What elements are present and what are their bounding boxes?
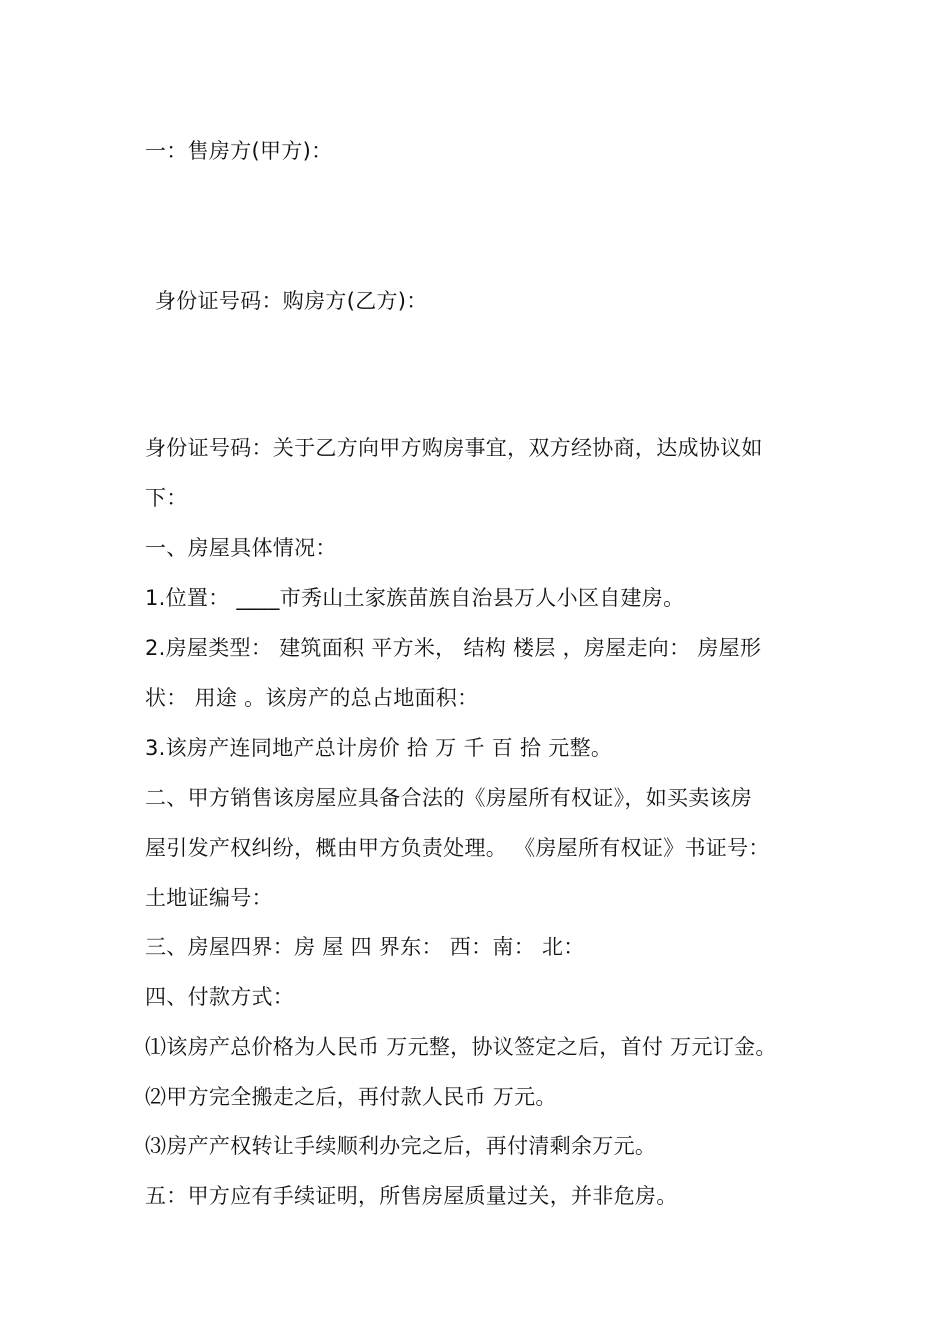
house-type-line: 2.房屋类型： 建筑面积 平方米， 结构 楼层 ，房屋走向： 房屋形 xyxy=(145,636,762,660)
section-two-continuation: 屋引发产权纠纷，概由甲方负责处理。 《房屋所有权证》书证号： xyxy=(145,836,770,860)
section-three-line: 三、房屋四界：房 屋 四 界东： 西：南： 北： xyxy=(145,935,585,959)
section-two-line: 二、甲方销售该房屋应具备合法的《房屋所有权证》，如买卖该房 xyxy=(145,786,753,810)
seller-id-buyer-heading: 身份证号码：购房方(乙方)： xyxy=(155,289,428,313)
payment-item-1: ⑴该房产总价格为人民币 万元整，协议签定之后，首付 万元订金。 xyxy=(145,1035,777,1059)
payment-item-2: ⑵甲方完全搬走之后，再付款人民币 万元。 xyxy=(145,1085,557,1109)
land-certificate-line: 土地证编号： xyxy=(145,886,273,910)
seller-heading: 一：售房方(甲方)： xyxy=(145,139,333,163)
section-five-line: 五：甲方应有手续证明，所售房屋质量过关，并非危房。 xyxy=(145,1184,678,1208)
payment-item-3: ⑶房产产权转让手续顺利办完之后，再付清剩余万元。 xyxy=(145,1134,657,1158)
section-one-heading: 一、房屋具体情况： xyxy=(145,536,337,560)
location-line: 1.位置： ____市秀山土家族苗族自治县万人小区自建房。 xyxy=(145,586,685,610)
section-four-heading: 四、付款方式： xyxy=(145,985,295,1009)
house-type-continuation: 状： 用途 。该房产的总占地面积： xyxy=(145,686,479,710)
price-line: 3.该房产连同地产总计房价 拾 万 千 百 拾 元整。 xyxy=(145,736,613,760)
intro-continuation: 下： xyxy=(145,486,188,510)
buyer-id-intro-line: 身份证号码：关于乙方向甲方购房事宜，双方经协商，达成协议如 xyxy=(145,436,763,460)
